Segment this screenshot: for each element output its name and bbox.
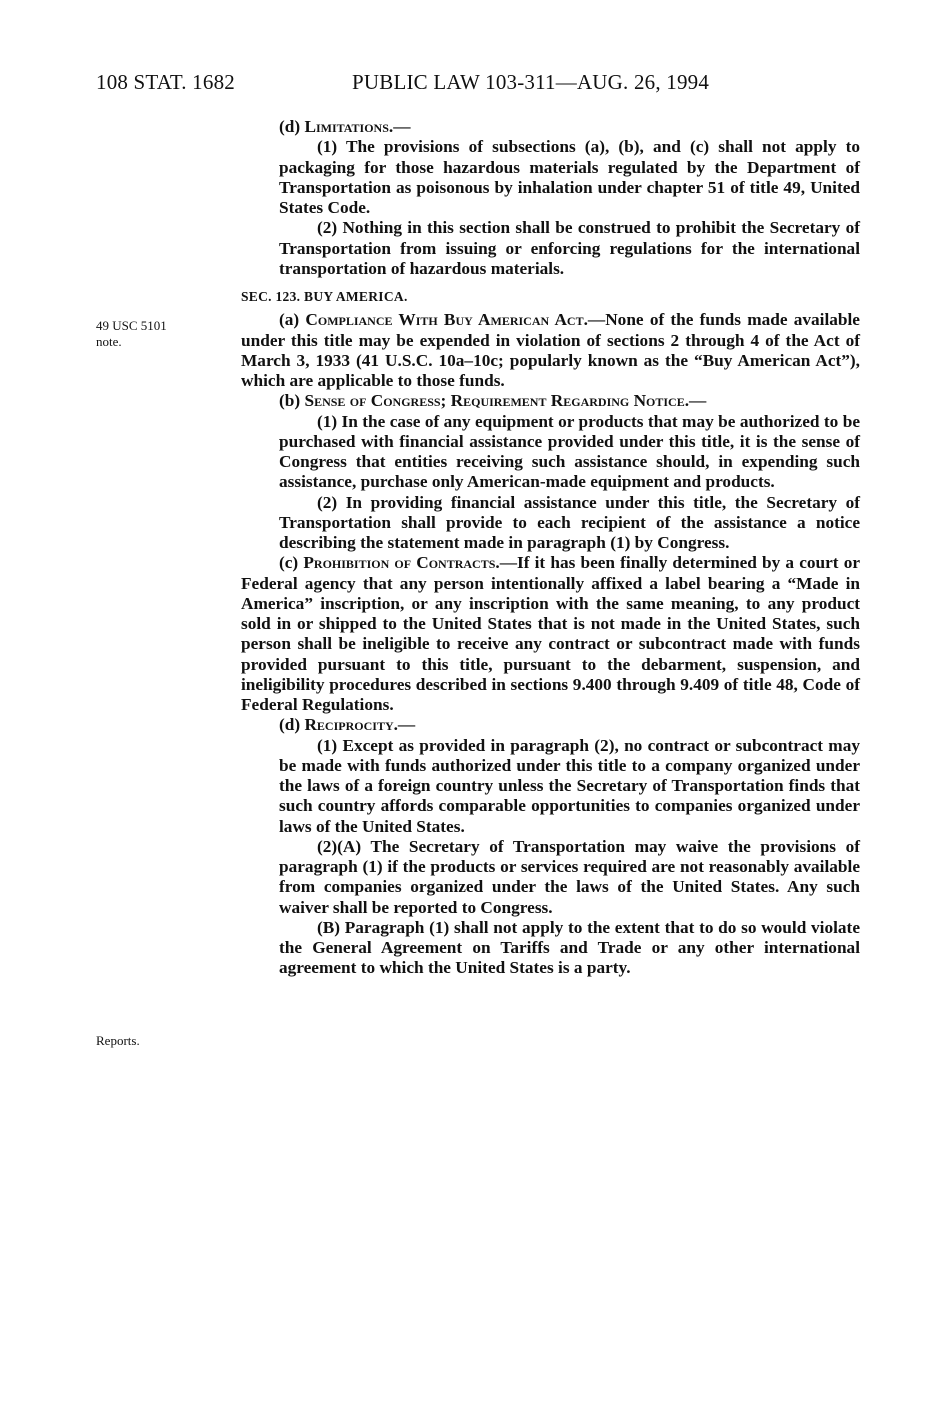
- section-heading-text: SEC. 123. BUY AMERICA.: [241, 289, 408, 304]
- limitations-dash: .—: [388, 117, 411, 136]
- statute-body: [241, 117, 860, 979]
- subsection-c-heading: Prohibition of Contracts: [303, 553, 496, 573]
- subsection-b-dash: .—: [684, 391, 707, 411]
- subsection-b-heading-text: Sense of Congress; Requirement Regarding Notice: [304, 391, 685, 411]
- subsection-d-heading: [241, 715, 860, 735]
- subsection-c-label: (c): [279, 553, 304, 573]
- subsection-c-text: If it has been finally determined by a court or Federal agency that any person intentionally affixed a label bearing a “Made in America” inscription, or any inscription with the same meaning, to any product sold in or shipped to the United States that is not made in the United States, such person shall be ineligible to receive any contract or subcontract made with funds provided pursuant to this title, pursuant to the debarment, suspension, and ineligibility procedures described in sections 9.400 through 9.409 of title 48, Code of Federal Regulations.: [241, 553, 861, 714]
- limitations-paragraph-1: (1) The provisions of subsections (a), (b), and (c) shall not apply to packaging for those hazardous materials regulated by the Department of Transportation as poisonous by inhalation under chapter 51 of title 49, United States Code.: [279, 137, 860, 217]
- subsection-d-label: (d): [279, 715, 305, 735]
- subsection-b-label: (b): [279, 391, 305, 411]
- margin-note-usc-line2: note.: [96, 334, 122, 349]
- section-heading: [241, 287, 860, 307]
- limitations-label: (d): [279, 117, 305, 136]
- page-stat-number: 108 STAT. 1682: [96, 70, 235, 94]
- subsection-c-dash: .—: [495, 553, 517, 573]
- subsection-a-text: None of the funds made available under this title may be expended in violation of sections 2 through 4 of the Act of March 3, 1933 (41 U.S.C. 10a–10c; popularly known as the “Buy American Act”), which are applicable to those funds.: [241, 310, 860, 390]
- limitations-heading: [241, 117, 860, 137]
- subsection-b-paragraph-1: (1) In the case of any equipment or products that may be authorized to be purchased with financial assistance provided under this title, it is the sense of Congress that entities receiving such assistance should, in expending such assistance, purchase only American-made equipment and products.: [279, 411, 860, 492]
- subsection-d-paragraph-1: (1) Except as provided in paragraph (2), no contract or subcontract may be made with funds authorized under this title to a company organized under the laws of a foreign country unless the Secretary of Transportation finds that such country affords comparable opportunities to companies organized under laws of the United States.: [279, 735, 860, 836]
- subsection-a-label: (a): [279, 310, 306, 330]
- subsection-d-paragraph-2b: (B) Paragraph (1) shall not apply to the extent that to do so would violate the General Agreement on Tariffs and Trade or any other international agreement to which the United States is a party.: [279, 917, 860, 978]
- subsection-b-heading: [241, 391, 860, 411]
- margin-note-usc: [96, 318, 167, 350]
- subsection-a-dash: .—: [583, 310, 606, 330]
- subsection-b-paragraph-2: (2) In providing financial assistance under this title, the Secretary of Transportation shall provide to each recipient of the assistance a notice describing the statement made in paragraph (1) by Congress.: [279, 492, 860, 552]
- page-running-title: PUBLIC LAW 103-311—AUG. 26, 1994: [352, 70, 710, 94]
- subsection-d-dash: .—: [393, 715, 416, 735]
- subsection-d-heading-text: Reciprocity: [304, 715, 394, 735]
- subsection-d-paragraph-2a: (2)(A) The Secretary of Transportation may waive the provisions of paragraph (1) if the products or services required are not reasonably available from companies organized under the laws of the United States. Any such waiver shall be reported to Congress.: [279, 836, 860, 917]
- margin-note-reports: Reports.: [96, 1033, 140, 1048]
- subsection-a: [241, 310, 860, 391]
- limitations-heading-text: Limitations: [304, 117, 389, 136]
- subsection-c: [241, 553, 860, 715]
- margin-note-usc-line1: 49 USC 5101: [96, 318, 167, 333]
- limitations-paragraph-2: (2) Nothing in this section shall be construed to prohibit the Secretary of Transportation from issuing or enforcing regulations for the international transportation of hazardous materials.: [279, 218, 860, 278]
- subsection-a-heading: Compliance With Buy American Act: [305, 310, 584, 330]
